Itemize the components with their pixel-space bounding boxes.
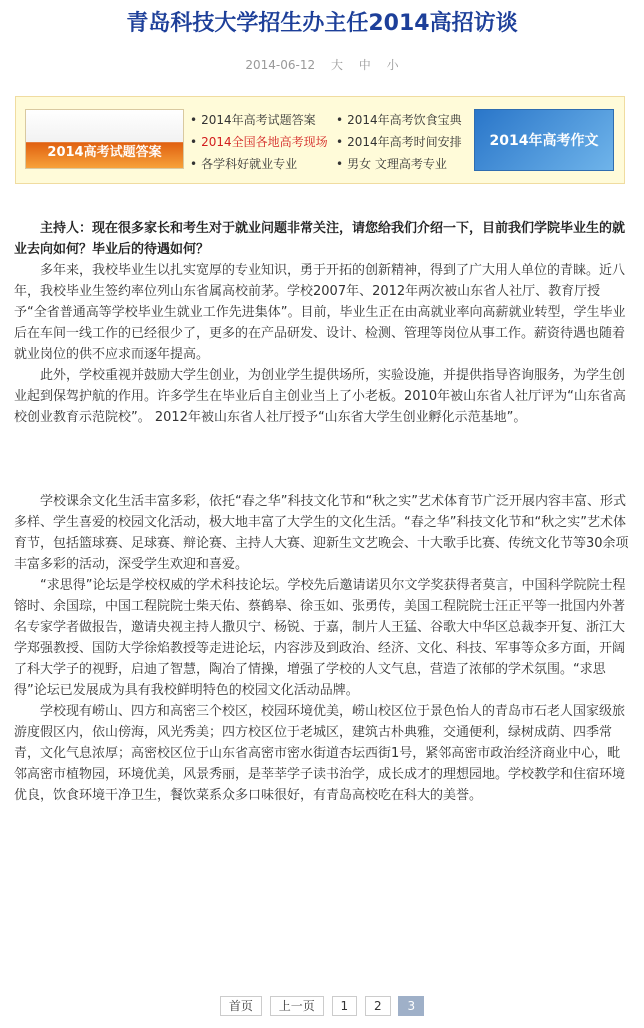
host-question: 主持人：现在很多家长和考生对于就业问题非常关注，请您给我们介绍一下，目前我们学院毕业生的就业去向如何？毕业后的待遇如何？ bbox=[14, 221, 626, 257]
exam-answers-ad-label: 2014高考试题答案 bbox=[47, 145, 162, 160]
publish-date: 2014-06-12 bbox=[245, 58, 316, 72]
spacer bbox=[14, 428, 630, 491]
current-page: 3 bbox=[398, 996, 424, 1016]
banner-link[interactable]: • 2014年高考饮食宝典 bbox=[336, 111, 462, 128]
essay-ad-label: 2014年高考作文 bbox=[489, 133, 599, 149]
font-size-large[interactable]: 大 bbox=[330, 58, 343, 72]
article-meta bbox=[0, 56, 644, 73]
paragraph: 多年来，我校毕业生以扎实宽厚的专业知识，勇于开拓的创新精神，得到了广大用人单位的青睐。近八年，我校毕业生签约率位列山东省属高校前茅。学校2007年、2012年两次被山东省人社厅、教育厅授予“全省普通高等学校毕业生就业工作先进集体”。目前，毕业生正在由高就业率向高薪就业转型，学生毕业后在车间一线工作的已经很少了，更多的在产品研发、设计、检测、管理等岗位从事工作。薪资待遇也随着就业岗位的供不应求而逐年提高。 bbox=[14, 263, 626, 362]
first-page-button[interactable]: 首页 bbox=[220, 996, 262, 1016]
banner-link[interactable]: • 2014年高考试题答案 bbox=[190, 111, 316, 128]
pagination bbox=[0, 996, 644, 1016]
paragraph: “求思得”论坛是学校权威的学术科技论坛。学校先后邀请诺贝尔文学奖获得者莫言，中国科学院院士程镕时、余国琮，中国工程院院士柴天佑、蔡鹤皋、徐玉如、张勇传，美国工程院院士汪正平等一批国内外著名专家学者做报告，邀请央视主持人撒贝宁、杨锐、于嘉，制片人王猛、谷歌大中华区总裁李开复、浙江大学郑强教授、国防大学徐焰教授等走进论坛，内容涉及到政治、经济、文化、科技、军事等众多方面，开阔了科大学子的视野，启迪了智慧，陶冶了情操，增强了学校的人文气息，营造了浓郁的学术氛围。“求思得”论坛已发展成为具有我校鲜明特色的校园文化活动品牌。 bbox=[14, 578, 626, 698]
page-1-button[interactable]: 1 bbox=[332, 996, 358, 1016]
paragraph: 学校现有崂山、四方和高密三个校区，校园环境优美，崂山校区位于景色怡人的青岛市石老人国家级旅游度假区内，依山傍海，风光秀美；四方校区位于老城区，建筑古朴典雅，交通便利，绿树成荫、四季常青，文化气息浓厚；高密校区位于山东省高密市密水街道杏坛西街1号，紧邻高密市政治经济商业中心，毗邻高密市植物园，环境优美，风景秀丽，是莘莘学子读书治学，成长成才的理想园地。学校教学和住宿环境优良，饮食环境干净卫生，餐饮菜系众多口味很好，有青岛高校吃在科大的美誉。 bbox=[14, 704, 626, 803]
article-body bbox=[14, 218, 630, 806]
banner-link[interactable]: • 各学科好就业专业 bbox=[190, 155, 297, 172]
banner-link-hot[interactable]: • 2014全国各地高考现场 bbox=[190, 133, 328, 150]
banner-link[interactable]: • 2014年高考时间安排 bbox=[336, 133, 462, 150]
promo-banner bbox=[15, 96, 625, 184]
font-size-small[interactable]: 小 bbox=[386, 58, 399, 72]
essay-ad[interactable] bbox=[474, 109, 614, 171]
font-size-medium[interactable]: 中 bbox=[358, 58, 371, 72]
paragraph: 学校课余文化生活丰富多彩，依托“春之华”科技文化节和“秋之实”艺术体育节广泛开展内容丰富、形式多样、学生喜爱的校园文化活动，极大地丰富了大学生的文化生活。“春之华”科技文化节和“秋之实”艺术体育节，包括篮球赛、足球赛、辩论赛、主持人大赛、迎新生文艺晚会、十大歌手比赛、传统文化节等30余项丰富多彩的活动，深受学生欢迎和喜爱。 bbox=[14, 494, 629, 572]
page-2-button[interactable]: 2 bbox=[365, 996, 391, 1016]
prev-page-button[interactable]: 上一页 bbox=[270, 996, 324, 1016]
banner-link[interactable]: • 男女 文理高考专业 bbox=[336, 155, 447, 172]
paragraph: 此外，学校重视并鼓励大学生创业，为创业学生提供场所，实验设施，并提供指导咨询服务，为学生创业起到保驾护航的作用。许多学生在毕业后自主创业当上了小老板。2010年被山东省人社厅评为“山东省高校创业教育示范院校”。 2012年被山东省人社厅授予“山东省大学生创业孵化示范基地”。 bbox=[14, 368, 626, 425]
page-title: 青岛科技大学招生办主任2014高招访谈 bbox=[126, 11, 518, 36]
exam-answers-ad[interactable] bbox=[25, 109, 184, 169]
